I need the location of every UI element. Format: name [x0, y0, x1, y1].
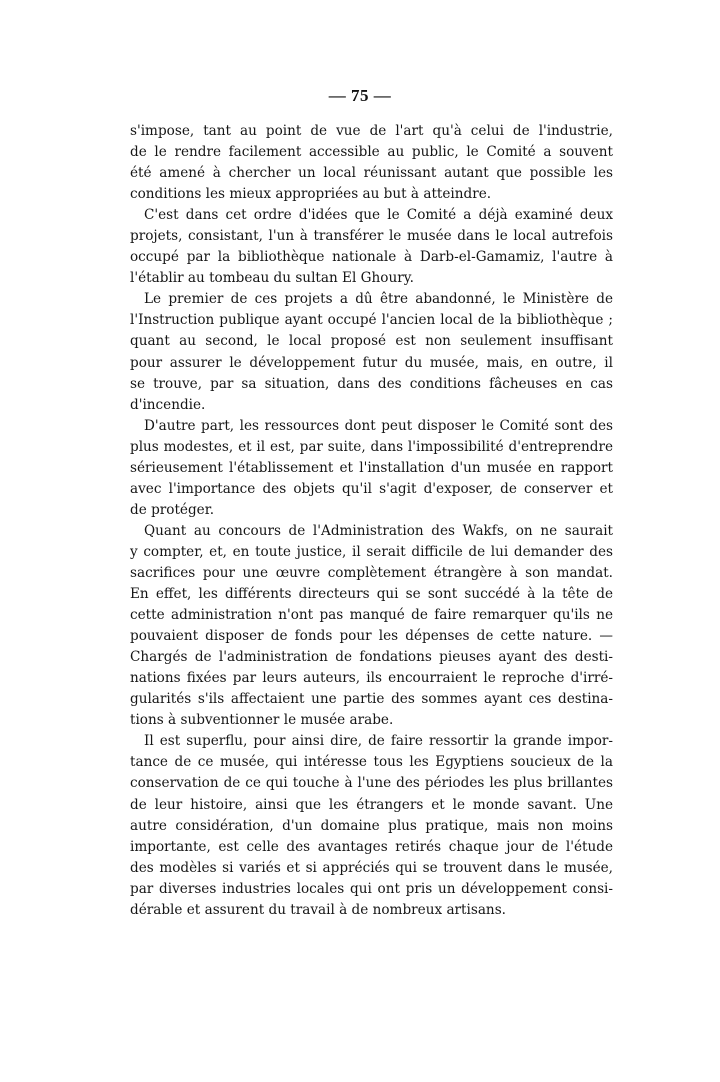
paragraph	[130, 416, 613, 521]
text-line: été amené à chercher un local réunissant autant que possible les	[130, 165, 613, 182]
text-line: Le premier de ces projets a dû être abandonné, le Ministère de	[144, 291, 613, 308]
text-line: de leur histoire, ainsi que les étrangers et le monde savant. Une	[130, 796, 613, 813]
paragraph	[130, 121, 613, 205]
text-line: projets, consistant, l'un à transférer le musée dans le local autrefois	[130, 228, 613, 245]
text-line: avec l'importance des objets qu'il s'agit d'exposer, de conserver et	[130, 480, 613, 497]
text-line: occupé par la bibliothèque nationale à Darb-el-Gamamiz, l'autre à	[130, 249, 613, 266]
body-text	[130, 121, 613, 921]
text-line: Il est superflu, pour ainsi dire, de faire ressortir la grande impor-	[144, 733, 613, 750]
text-line: plus modestes, et il est, par suite, dans l'impossibilité d'entreprendre	[130, 438, 613, 455]
page-number: — 75 —	[328, 86, 392, 105]
text-line: par diverses industries locales qui ont pris un développement consi-	[130, 880, 613, 897]
text-line: conditions les mieux appropriées au but à atteindre.	[130, 186, 492, 203]
text-line: dérable et assurent du travail à de nombreux artisans.	[130, 901, 506, 918]
text-line: sacrifices pour une œuvre complètement étrangère à son mandat.	[130, 564, 613, 581]
paragraph	[130, 289, 613, 415]
text-line: importante, est celle des avantages retirés chaque jour de l'étude	[130, 838, 613, 855]
text-line: pouvaient disposer de fonds pour les dépenses de cette nature. —	[130, 628, 613, 645]
text-line: conservation de ce qui touche à l'une des périodes les plus brillantes	[130, 775, 613, 792]
text-line: l'Instruction publique ayant occupé l'ancien local de la bibliothèque ;	[130, 312, 613, 329]
text-line: Quant au concours de l'Administration des Wakfs, on ne saurait	[144, 522, 613, 539]
text-line: l'établir au tombeau du sultan El Ghoury.	[130, 270, 414, 287]
text-line: quant au second, le local proposé est non seulement insuffisant	[130, 333, 613, 350]
text-line: tions à subventionner le musée arabe.	[130, 712, 394, 729]
text-line: gularités s'ils affectaient une partie des sommes ayant ces destina-	[130, 691, 613, 708]
text-line: y compter, et, en toute justice, il serait difficile de lui demander des	[130, 543, 613, 560]
text-line: tance de ce musée, qui intéresse tous les Egyptiens soucieux de la	[130, 754, 613, 771]
text-line: Chargés de l'administration de fondations pieuses ayant des desti-	[130, 649, 613, 666]
text-line: s'impose, tant au point de vue de l'art qu'à celui de l'industrie,	[130, 123, 613, 139]
text-line: de protéger.	[130, 501, 215, 518]
paragraph	[130, 731, 613, 920]
text-line: cette administration n'ont pas manqué de faire remarquer qu'ils ne	[130, 607, 613, 624]
text-line: autre considération, d'un domaine plus pratique, mais non moins	[130, 817, 613, 834]
text-line: des modèles si variés et si appréciés qui se trouvent dans le musée,	[130, 859, 613, 876]
text-line: sérieusement l'établissement et l'installation d'un musée en rapport	[130, 459, 613, 476]
text-line: En effet, les différents directeurs qui se sont succédé à la tête de	[130, 586, 613, 603]
paragraph	[130, 521, 613, 731]
paragraph	[130, 205, 613, 289]
text-line: d'incendie.	[130, 396, 206, 413]
text-line: pour assurer le développement futur du musée, mais, en outre, il	[130, 354, 613, 371]
text-line: D'autre part, les ressources dont peut disposer le Comité sont des	[144, 417, 613, 434]
text-line: se trouve, par sa situation, dans des conditions fâcheuses en cas	[130, 375, 613, 392]
text-line: de le rendre facilement accessible au public, le Comité a souvent	[130, 144, 613, 161]
text-line: C'est dans cet ordre d'idées que le Comité a déjà examiné deux	[144, 207, 613, 224]
text-line: nations fixées par leurs auteurs, ils encourraient le reproche d'irré-	[130, 670, 613, 687]
